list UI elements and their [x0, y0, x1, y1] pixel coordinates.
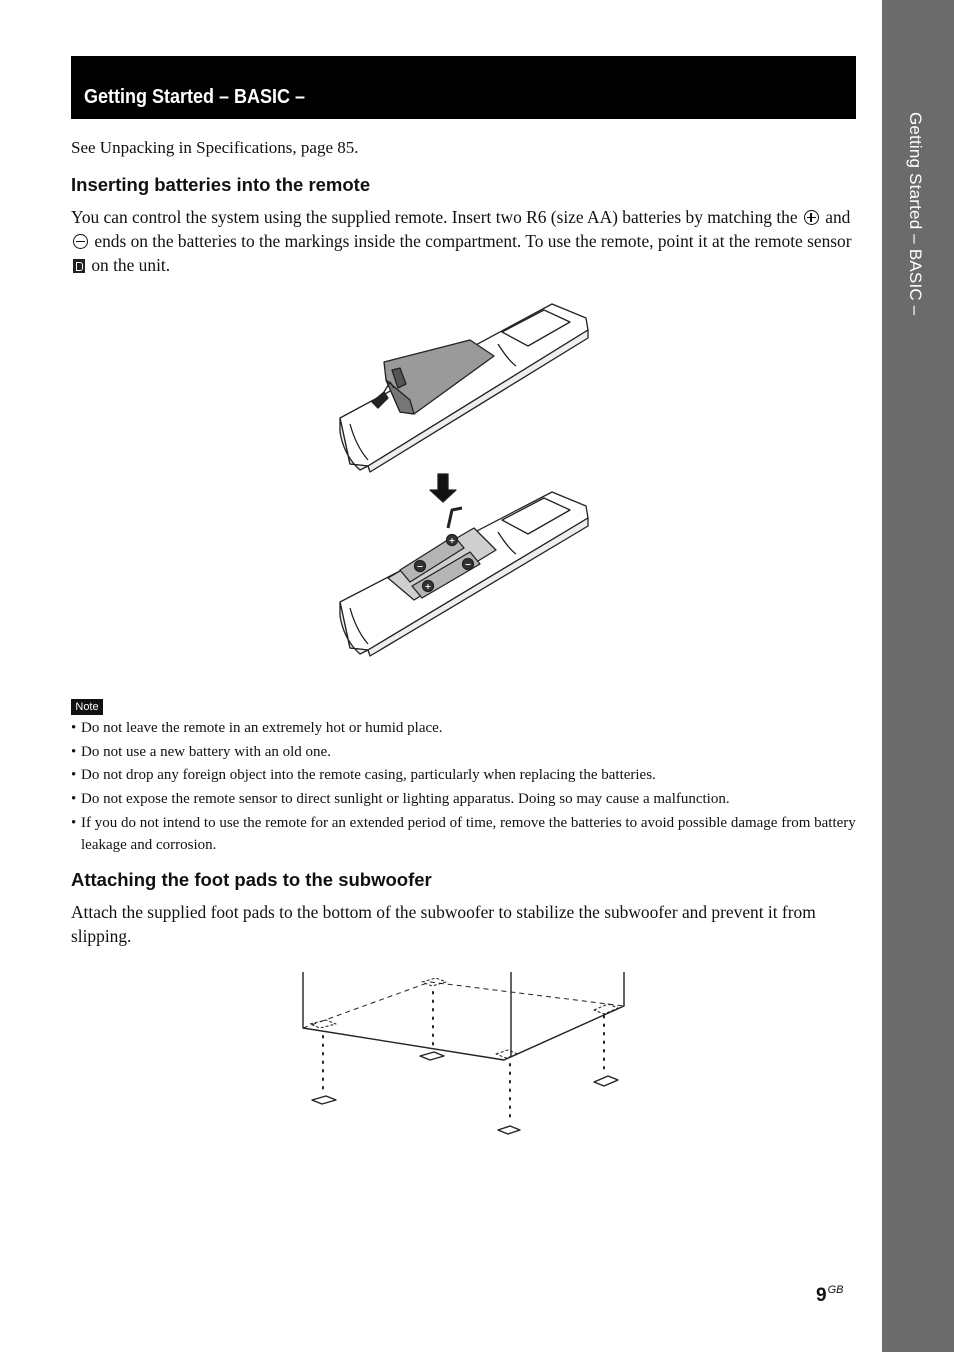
section-banner — [71, 56, 856, 119]
remote-sensor-icon — [73, 259, 85, 273]
page-number: $9^{GB}$ — [816, 1284, 844, 1306]
svg-text:−: − — [416, 562, 424, 571]
note-item: • If you do not intend to use the remote for an extended period of time, remove the batteries to avoid possible damage from battery leakage and corrosion. — [71, 812, 856, 856]
note-list — [71, 717, 856, 856]
side-tab-label: Getting Started – BASIC – — [906, 112, 925, 316]
subwoofer-foot-pads-illustration — [296, 968, 632, 1144]
plus-symbol-icon — [804, 210, 819, 225]
intro-text: See Unpacking in Specifications, page 85. — [71, 138, 359, 157]
note-item: • Do not expose the remote sensor to direct sunlight or lighting apparatus. Doing so may cause a malfunction. — [71, 788, 856, 812]
remote-battery-illustration — [330, 296, 600, 676]
svg-text:+: + — [448, 536, 456, 545]
minus-symbol-icon — [73, 234, 88, 249]
heading-attaching-foot-pads: Attaching the foot pads to the subwoofer — [71, 869, 432, 890]
note-item: • Do not leave the remote in an extremely hot or humid place. — [71, 717, 856, 741]
svg-text:+: + — [424, 582, 432, 591]
foot-pads-paragraph: Attach the supplied foot pads to the bottom of the subwoofer to stabilize the subwoofer and prevent it from slipping. — [71, 902, 816, 947]
svg-text:−: − — [464, 560, 472, 569]
note-item: • Do not drop any foreign object into the remote casing, particularly when replacing the batteries. — [71, 764, 856, 788]
banner-title: Getting Started – BASIC – — [84, 86, 306, 108]
batteries-paragraph: You can control the system using the supplied remote. Insert two R6 (size AA) batteries by matching the and ends on the batteries to the markings inside the compartment. To use the remote, point it at the remote sensor on the unit. — [71, 207, 852, 276]
note-badge: Note — [71, 699, 103, 715]
note-item: • Do not use a new battery with an old one. — [71, 741, 856, 765]
page-number-suffix: GB — [827, 1284, 844, 1296]
heading-inserting-batteries: Inserting batteries into the remote — [71, 174, 371, 195]
